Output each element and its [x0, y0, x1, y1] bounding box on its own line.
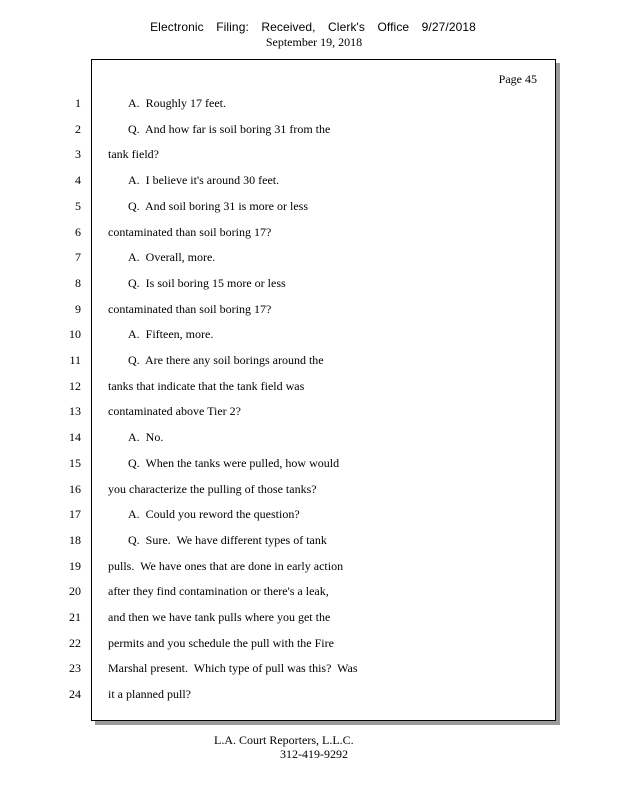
transcript-line	[0, 403, 618, 419]
line-number: 24	[69, 687, 81, 702]
line-text: A. No.	[128, 430, 164, 445]
line-number: 7	[75, 250, 81, 265]
line-number: 2	[75, 121, 81, 136]
reporter-company: L.A. Court Reporters, L.L.C.	[214, 733, 354, 747]
deposition-date: September 19, 2018	[265, 35, 363, 49]
line-text: Q. And how far is soil boring 31 from the	[128, 121, 331, 136]
line-text: A. I believe it's around 30 feet.	[128, 173, 280, 188]
line-text: Q. And soil boring 31 is more or less	[128, 198, 308, 213]
line-number: 12	[69, 378, 81, 393]
transcript-line	[0, 532, 618, 548]
line-text: Q. When the tanks were pulled, how would	[128, 455, 340, 470]
transcript-line	[0, 455, 618, 471]
line-number: 23	[69, 661, 81, 676]
filing-header	[0, 19, 618, 49]
line-number: 5	[75, 198, 81, 213]
line-number: 11	[69, 353, 81, 367]
transcript-line	[0, 378, 618, 394]
line-number: 3	[75, 147, 81, 162]
line-text: A. Fifteen, more.	[128, 327, 214, 342]
line-number: 10	[69, 327, 81, 342]
transcript-line	[0, 583, 618, 599]
line-number: 13	[69, 404, 81, 419]
line-number: 4	[75, 173, 81, 188]
line-text: and then we have tank pulls where you get the	[108, 610, 331, 624]
transcript-line	[0, 95, 618, 111]
line-text: you characterize the pulling of those tanks?	[108, 481, 317, 496]
line-text: contaminated than soil boring 17?	[108, 224, 272, 239]
transcript-line	[0, 609, 618, 625]
line-number: 17	[69, 507, 81, 522]
line-number: 18	[69, 532, 81, 547]
transcript-line	[0, 121, 618, 137]
transcript-line	[0, 301, 618, 317]
transcript-line	[0, 635, 618, 651]
transcript-line	[0, 198, 618, 214]
line-text: after they find contamination or there's a leak,	[108, 584, 329, 599]
transcript-line	[0, 558, 618, 574]
reporter-phone: 312-419-9292	[280, 747, 348, 761]
line-number: 15	[69, 455, 81, 470]
line-text: contaminated than soil boring 17?	[108, 301, 272, 316]
line-number: 9	[75, 301, 81, 316]
line-number: 1	[75, 96, 81, 110]
line-text: A. Roughly 17 feet.	[128, 96, 226, 110]
line-number: 22	[69, 635, 81, 650]
line-text: Q. Is soil boring 15 more or less	[128, 275, 286, 290]
line-number: 16	[69, 481, 81, 496]
line-text: pulls. We have ones that are done in early action	[108, 558, 344, 573]
transcript-line	[0, 352, 618, 368]
filing-stamp: Electronic Filing: Received, Clerk's Office 9/27/2018	[150, 20, 476, 34]
line-number: 6	[75, 224, 81, 239]
line-text: A. Could you reword the question?	[128, 507, 300, 522]
transcript-line	[0, 249, 618, 265]
line-text: Q. Sure. We have different types of tank	[128, 532, 327, 547]
line-text: tank field?	[108, 147, 159, 162]
line-text: tanks that indicate that the tank field was	[108, 378, 305, 393]
line-number: 21	[69, 610, 81, 624]
transcript-line	[0, 429, 618, 445]
line-number: 14	[69, 430, 81, 445]
line-text: A. Overall, more.	[128, 250, 216, 265]
transcript-line	[0, 660, 618, 676]
transcript-line	[0, 146, 618, 162]
line-text: permits and you schedule the pull with the Fire	[108, 635, 334, 650]
line-number: 20	[69, 584, 81, 599]
line-number: 19	[69, 558, 81, 573]
page-number: Page 45	[498, 72, 537, 86]
transcript-line	[0, 326, 618, 342]
transcript-line	[0, 481, 618, 497]
transcript-line	[0, 224, 618, 240]
transcript-line	[0, 275, 618, 291]
line-text: Q. Are there any soil borings around the	[128, 353, 324, 367]
line-number: 8	[75, 275, 81, 290]
line-text: contaminated above Tier 2?	[108, 404, 241, 419]
transcript-line	[0, 172, 618, 188]
transcript-line	[0, 506, 618, 522]
line-text: Marshal present. Which type of pull was this? Was	[108, 661, 358, 676]
line-text: it a planned pull?	[108, 687, 191, 702]
transcript-line	[0, 686, 618, 702]
